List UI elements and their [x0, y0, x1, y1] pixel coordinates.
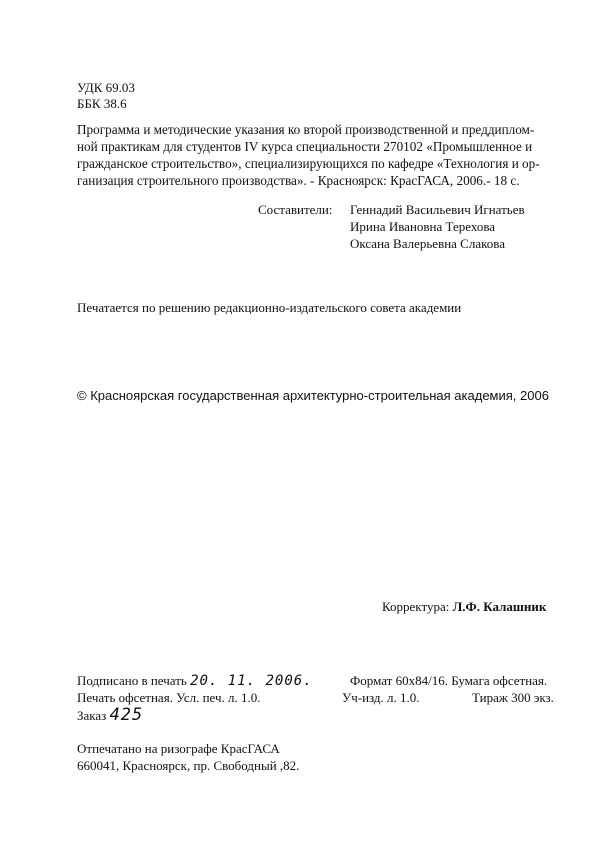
compilers-label: Составители:	[258, 202, 333, 217]
tirazh-info: Тираж 300 экз.	[472, 690, 554, 705]
description-line: ной практикам для студентов IV курса специальности 270102 «Промышленное и	[77, 139, 533, 154]
signed-label: Подписано в печать	[77, 673, 187, 688]
corrector-label: Корректура:	[382, 599, 450, 614]
bbk-code: ББК 38.6	[77, 96, 127, 111]
uch-izd-info: Уч-изд. л. 1.0.	[342, 690, 420, 705]
signed-line	[77, 673, 313, 690]
publication-note: Печатается по решению редакционно-издательского совета академии	[77, 300, 462, 315]
compiler-name: Геннадий Васильевич Игнатьев	[350, 202, 525, 217]
copyright-line: © Красноярская государственная архитектурно-строительная академия, 2006	[77, 388, 549, 403]
description-line: гражданское строительство», специализирующихся по кафедре «Технология и ор-	[77, 156, 540, 171]
printed-line: Отпечатано на ризографе КрасГАСА	[77, 741, 280, 756]
udk-code: УДК 69.03	[77, 80, 135, 95]
corrector-block	[382, 599, 546, 616]
order-label: Заказ	[77, 708, 107, 723]
compiler-name: Ирина Ивановна Терехова	[350, 219, 496, 234]
format-info: Формат 60х84/16. Бумага офсетная.	[350, 673, 548, 688]
order-number: 425	[109, 705, 144, 725]
compiler-name: Оксана Валерьевна Слакова	[350, 236, 506, 251]
order-line	[77, 707, 143, 725]
printed-address: 660041, Красноярск, пр. Свободный ,82.	[77, 758, 300, 773]
description-line: Программа и методические указания ко второй производственной и преддиплом-	[77, 122, 535, 137]
print-info: Печать офсетная. Усл. печ. л. 1.0.	[77, 690, 261, 705]
description-line: ганизация строительного производства». - Красноярск: КрасГАСА, 2006.- 18 с.	[77, 173, 520, 188]
signed-date: 20. 11. 2006.	[190, 673, 313, 689]
corrector-name: Л.Ф. Калашник	[452, 599, 547, 614]
